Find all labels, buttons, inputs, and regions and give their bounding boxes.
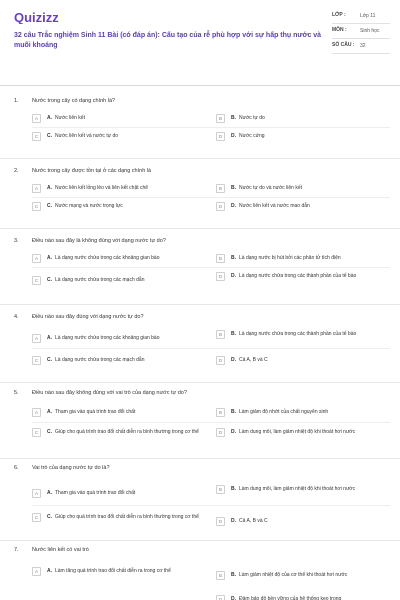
option-letter: C. (47, 277, 52, 283)
option-box[interactable]: C (32, 132, 41, 141)
option-box[interactable]: A (32, 184, 41, 193)
question-text: Điều nào sau đây đúng với dạng nước tự do? (32, 314, 144, 320)
option-d[interactable] (216, 517, 390, 526)
option-letter: D. (231, 203, 236, 209)
option-text: Tham gia vào quá trình trao đổi chất (55, 490, 136, 496)
meta-socau-value: 32 (360, 43, 366, 49)
option-text: Là dạng nước chứa trong các thành phần của tế bào (239, 273, 357, 279)
option-a[interactable] (32, 408, 212, 417)
question-text: Điều nào sau đây không đúng với vai trò của dạng nước tự do? (32, 390, 187, 396)
option-text: Giúp cho quá trình trao đổi chất diễn ra bình thường trong cơ thể (55, 429, 199, 435)
option-text: Là dạng nước chứa trong các khoảng gian bào (55, 335, 160, 341)
question-number: 4. (14, 314, 19, 320)
option-text: Nước liên kết (55, 115, 85, 121)
option-separator (32, 197, 390, 198)
options (32, 106, 390, 148)
option-d[interactable] (216, 202, 390, 211)
option-separator (32, 505, 390, 506)
option-text: Giúp cho quá trình trao đổi chất diễn ra bình thường trong cơ thể (55, 514, 199, 520)
option-letter: D. (231, 273, 236, 279)
meta-lop-label: LỚP : (332, 12, 346, 18)
question-divider (0, 382, 400, 383)
option-box[interactable]: B (216, 485, 225, 494)
option-box[interactable]: B (216, 408, 225, 417)
option-box[interactable]: D (216, 202, 225, 211)
meta-socau-label: SỐ CÂU : (332, 42, 355, 48)
option-letter: B. (231, 409, 236, 415)
option-text: Là dạng nước chứa trong các mạch dẫn (55, 357, 145, 363)
option-text: Nước liên kết lỏng lẻo và liên kết chặt chẽ (55, 185, 149, 191)
question-1 (0, 96, 400, 148)
option-text: Nước liên kết và nước tự do (55, 133, 119, 139)
question-text: Điều nào sau đây là không đúng với dạng nước tự do? (32, 238, 166, 244)
question-number: 7. (14, 547, 19, 553)
option-letter: A. (47, 115, 52, 121)
option-separator (32, 348, 390, 349)
question-3 (0, 236, 400, 302)
option-letter: C. (47, 133, 52, 139)
option-letter: D. (231, 518, 236, 524)
option-letter: B. (231, 331, 236, 337)
option-letter: C. (47, 514, 52, 520)
option-text: Cả A, B và C (239, 518, 268, 524)
option-separator (32, 267, 390, 268)
options (32, 176, 390, 218)
question-text: Vai trò của dạng nước tự do là? (32, 465, 110, 471)
option-b[interactable] (216, 254, 390, 263)
option-letter: B. (231, 572, 236, 578)
option-c[interactable] (32, 202, 202, 211)
option-text: Làm giảm độ nhớt của chất nguyên sinh (239, 409, 329, 415)
option-box[interactable]: A (32, 254, 41, 263)
question-divider (0, 228, 400, 229)
option-b[interactable] (216, 330, 390, 339)
option-box[interactable]: D (216, 272, 225, 281)
meta-row-socau (332, 39, 390, 54)
option-letter: D. (231, 429, 236, 435)
option-letter: B. (231, 255, 236, 261)
question-2 (0, 166, 400, 218)
options (32, 555, 390, 600)
question-number: 1. (14, 98, 19, 104)
option-c[interactable] (32, 356, 202, 365)
option-letter: D. (231, 133, 236, 139)
option-text: Là dạng nước chứa trong các thành phần của tế bào (239, 331, 357, 337)
option-box[interactable]: A (32, 334, 41, 343)
option-letter: D. (231, 596, 236, 600)
option-letter: A. (47, 255, 52, 261)
option-c[interactable] (32, 132, 202, 141)
options (32, 398, 390, 460)
option-box[interactable]: D (216, 517, 225, 526)
option-text: Làm dung môi, làm giảm nhiệt độ khi thoát hơi nước (239, 429, 356, 435)
meta-row-mon (332, 24, 390, 39)
option-text: Nước cứng (239, 133, 265, 139)
option-letter: A. (47, 568, 52, 574)
options (32, 473, 390, 535)
option-d[interactable] (216, 356, 390, 365)
question-5 (0, 388, 400, 460)
header (0, 0, 400, 86)
question-divider (0, 458, 400, 459)
option-a[interactable] (32, 489, 212, 498)
question-4 (0, 312, 400, 378)
option-text: Nước tự do (239, 115, 265, 121)
option-box[interactable]: D (216, 356, 225, 365)
option-box[interactable]: A (32, 408, 41, 417)
option-text: Nước mạng và nước trọng lực (55, 203, 123, 209)
option-a[interactable] (32, 114, 202, 123)
option-letter: B. (231, 115, 236, 121)
question-number: 2. (14, 168, 19, 174)
option-letter: B. (231, 185, 236, 191)
option-box[interactable]: B (216, 254, 225, 263)
option-b[interactable] (216, 114, 390, 123)
option-box[interactable]: D (216, 132, 225, 141)
question-divider (0, 540, 400, 541)
option-letter: A. (47, 490, 52, 496)
option-a[interactable] (32, 334, 212, 343)
option-letter: C. (47, 357, 52, 363)
logo-text: Quizizz (14, 10, 59, 24)
option-d[interactable] (216, 595, 390, 600)
option-letter: C. (47, 429, 52, 435)
option-d[interactable] (216, 428, 390, 437)
option-text: Nước tự do và nước liên kết (239, 185, 303, 191)
option-box[interactable]: A (32, 114, 41, 123)
option-box[interactable]: B (216, 184, 225, 193)
option-text: Làm dung môi, làm giảm nhiệt độ khi thoát hơi nước (239, 486, 356, 492)
question-7 (0, 545, 400, 600)
option-c[interactable] (32, 276, 202, 285)
question-divider (0, 158, 400, 159)
option-box[interactable]: B (216, 114, 225, 123)
option-separator (32, 127, 390, 128)
option-a[interactable] (32, 567, 202, 576)
quizizz-logo[interactable] (14, 9, 74, 25)
option-b[interactable] (216, 571, 390, 580)
option-box[interactable]: C (32, 202, 41, 211)
option-a[interactable] (32, 254, 212, 263)
option-letter: D. (231, 357, 236, 363)
meta-lop-value: Lớp 11 (360, 13, 376, 19)
question-number: 5. (14, 390, 19, 396)
option-text: Là dạng nước chứa trong các khoảng gian bào (55, 255, 160, 261)
option-c[interactable] (32, 513, 202, 522)
meta-mon-label: MÔN : (332, 27, 347, 33)
option-box[interactable]: C (32, 276, 41, 285)
option-box[interactable]: C (32, 513, 41, 522)
option-text: Cả A, B và C (239, 357, 268, 363)
option-d[interactable] (216, 132, 390, 141)
option-text: Nước liên kết và nước mao dẫn (239, 203, 310, 209)
option-b[interactable] (216, 184, 390, 193)
question-divider (0, 304, 400, 305)
question-text: Nước trong cây có dạng chính là? (32, 98, 116, 104)
question-number: 6. (14, 465, 19, 471)
option-box[interactable]: A (32, 489, 41, 498)
option-letter: B. (231, 486, 236, 492)
meta-row-lop (332, 9, 390, 24)
meta-mon-value: Sinh học (360, 28, 380, 34)
option-letter: A. (47, 185, 52, 191)
option-letter: A. (47, 409, 52, 415)
option-letter: A. (47, 335, 52, 341)
question-number: 3. (14, 238, 19, 244)
option-text: Làm giảm nhiệt độ của cơ thể khi thoát hơi nước (239, 572, 348, 578)
option-c[interactable] (32, 428, 202, 437)
option-separator (32, 422, 390, 423)
option-box[interactable]: A (32, 567, 41, 576)
question-6 (0, 463, 400, 535)
option-d[interactable] (216, 272, 390, 281)
option-text: Làm tăng quá trình trao đổi chất diễn ra trong cơ thể (55, 568, 171, 574)
option-b[interactable] (216, 408, 390, 417)
option-letter: C. (47, 203, 52, 209)
option-box[interactable]: D (216, 428, 225, 437)
option-text: Đảm bảo độ bền vững của hệ thống keo trong (239, 596, 342, 600)
option-box[interactable]: C (32, 428, 41, 437)
option-box[interactable]: B (216, 571, 225, 580)
option-text: Là dạng nước bị hút bởi các phân tử tích điện (239, 255, 341, 261)
options (32, 322, 390, 378)
option-text: Là dạng nước chứa trong các mạch dẫn (55, 277, 145, 283)
option-box[interactable]: B (216, 330, 225, 339)
question-text: Nước trong cây được tồn tại ở các dạng chính là (32, 168, 152, 174)
meta-panel (332, 9, 390, 54)
question-text: Nước liên kết có vai trò (32, 547, 89, 553)
logo-icon (14, 10, 74, 24)
option-box[interactable]: D (216, 595, 225, 600)
option-b[interactable] (216, 485, 390, 494)
option-a[interactable] (32, 184, 202, 193)
option-text: Tham gia vào quá trình trao đổi chất (55, 409, 136, 415)
options (32, 246, 390, 302)
option-box[interactable]: C (32, 356, 41, 365)
worksheet-title: 32 câu Trắc nghiệm Sinh 11 Bài (có đáp án): Cấu tạo của rễ phù hợp với sự hấp thụ nước và muối khoáng (14, 32, 322, 49)
